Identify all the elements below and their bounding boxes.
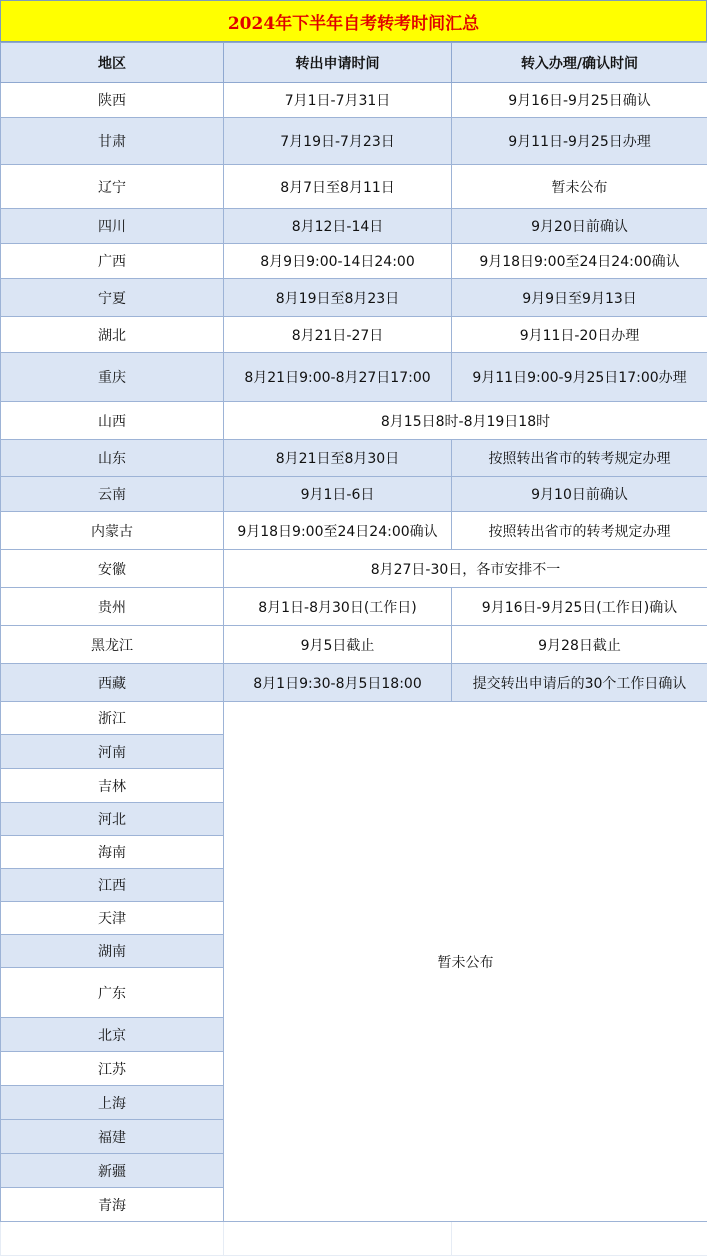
region-cell: 江西: [1, 869, 224, 902]
region-cell: 贵州: [1, 588, 224, 626]
transfer-in-cell: 9月9日至9月13日: [452, 279, 707, 317]
transfer-in-cell: 暂未公布: [452, 165, 707, 209]
transfer-in-cell: 9月28日截止: [452, 626, 707, 664]
region-cell: 内蒙古: [1, 512, 224, 550]
region-cell: 江苏: [1, 1052, 224, 1086]
table-row: [1, 702, 707, 735]
merged-time-cell: 8月27日-30日，各市安排不一: [224, 550, 707, 588]
table-row: [1, 209, 707, 244]
transfer-in-cell: 9月11日-9月25日办理: [452, 118, 707, 165]
region-cell: 河北: [1, 803, 224, 836]
transfer-in-cell: 9月10日前确认: [452, 477, 707, 512]
transfer-out-cell: 8月1日-8月30日(工作日): [224, 588, 452, 626]
region-cell: 四川: [1, 209, 224, 244]
transfer-in-cell: 9月16日-9月25日(工作日)确认: [452, 588, 707, 626]
region-cell: 甘肃: [1, 118, 224, 165]
region-cell: 湖南: [1, 935, 224, 968]
region-cell: 浙江: [1, 702, 224, 735]
region-cell: 福建: [1, 1120, 224, 1154]
region-cell: 新疆: [1, 1154, 224, 1188]
region-cell: 湖北: [1, 317, 224, 353]
region-cell: 黑龙江: [1, 626, 224, 664]
empty-cell: [224, 1222, 452, 1256]
table-row: [1, 588, 707, 626]
transfer-out-cell: 8月21日至8月30日: [224, 440, 452, 477]
transfer-in-cell: 9月16日-9月25日确认: [452, 83, 707, 118]
transfer-out-cell: 8月12日-14日: [224, 209, 452, 244]
region-cell: 辽宁: [1, 165, 224, 209]
region-cell: 青海: [1, 1188, 224, 1222]
table-row: [1, 244, 707, 279]
table-row: [1, 317, 707, 353]
transfer-out-cell: 8月9日9:00-14日24:00: [224, 244, 452, 279]
region-cell: 云南: [1, 477, 224, 512]
transfer-out-cell: 9月18日9:00至24日24:00确认: [224, 512, 452, 550]
table-row: [1, 626, 707, 664]
table-row: [1, 512, 707, 550]
region-cell: 天津: [1, 902, 224, 935]
empty-cell: [1, 1222, 224, 1256]
region-cell: 宁夏: [1, 279, 224, 317]
merged-time-cell: 8月15日8时-8月19日18时: [224, 402, 707, 440]
transfer-out-cell: 9月5日截止: [224, 626, 452, 664]
table-row: [1, 165, 707, 209]
transfer-out-cell: 8月21日9:00-8月27日17:00: [224, 353, 452, 402]
table-row: [1, 664, 707, 702]
transfer-in-cell: 9月11日9:00-9月25日17:00办理: [452, 353, 707, 402]
table-row: [1, 402, 707, 440]
table-row: [1, 440, 707, 477]
region-cell: 重庆: [1, 353, 224, 402]
transfer-in-cell: 9月18日9:00至24日24:00确认: [452, 244, 707, 279]
region-cell: 西藏: [1, 664, 224, 702]
sheet-title: 2024年下半年自考转考时间汇总: [0, 0, 707, 42]
transfer-out-cell: 8月1日9:30-8月5日18:00: [224, 664, 452, 702]
region-cell: 北京: [1, 1018, 224, 1052]
table-row: [1, 550, 707, 588]
transfer-in-cell: 按照转出省市的转考规定办理: [452, 440, 707, 477]
region-cell: 山东: [1, 440, 224, 477]
transfer-in-cell: 按照转出省市的转考规定办理: [452, 512, 707, 550]
header-row: [1, 43, 707, 83]
region-cell: 广西: [1, 244, 224, 279]
table-row: [1, 279, 707, 317]
header-transfer-in: 转入办理/确认时间: [452, 43, 707, 83]
transfer-out-cell: 7月1日-7月31日: [224, 83, 452, 118]
region-cell: 山西: [1, 402, 224, 440]
table-row: [1, 353, 707, 402]
transfer-out-cell: 7月19日-7月23日: [224, 118, 452, 165]
empty-cell: [452, 1222, 707, 1256]
region-cell: 海南: [1, 836, 224, 869]
region-cell: 上海: [1, 1086, 224, 1120]
transfer-out-cell: 9月1日-6日: [224, 477, 452, 512]
table-row: [1, 83, 707, 118]
header-transfer-out: 转出申请时间: [224, 43, 452, 83]
table-row: [1, 477, 707, 512]
transfer-out-cell: 8月19日至8月23日: [224, 279, 452, 317]
region-cell: 陕西: [1, 83, 224, 118]
region-cell: 河南: [1, 735, 224, 769]
region-cell: 吉林: [1, 769, 224, 803]
empty-row: [1, 1222, 707, 1256]
region-cell: 广东: [1, 968, 224, 1018]
transfer-out-cell: 8月21日-27日: [224, 317, 452, 353]
region-cell: 安徽: [1, 550, 224, 588]
transfer-in-cell: 9月20日前确认: [452, 209, 707, 244]
transfer-in-cell: 9月11日-20日办理: [452, 317, 707, 353]
header-region: 地区: [1, 43, 224, 83]
table-row: [1, 118, 707, 165]
schedule-table: [0, 42, 707, 1256]
pending-merged-cell: 暂未公布: [224, 702, 707, 1222]
transfer-in-cell: 提交转出申请后的30个工作日确认: [452, 664, 707, 702]
transfer-out-cell: 8月7日至8月11日: [224, 165, 452, 209]
